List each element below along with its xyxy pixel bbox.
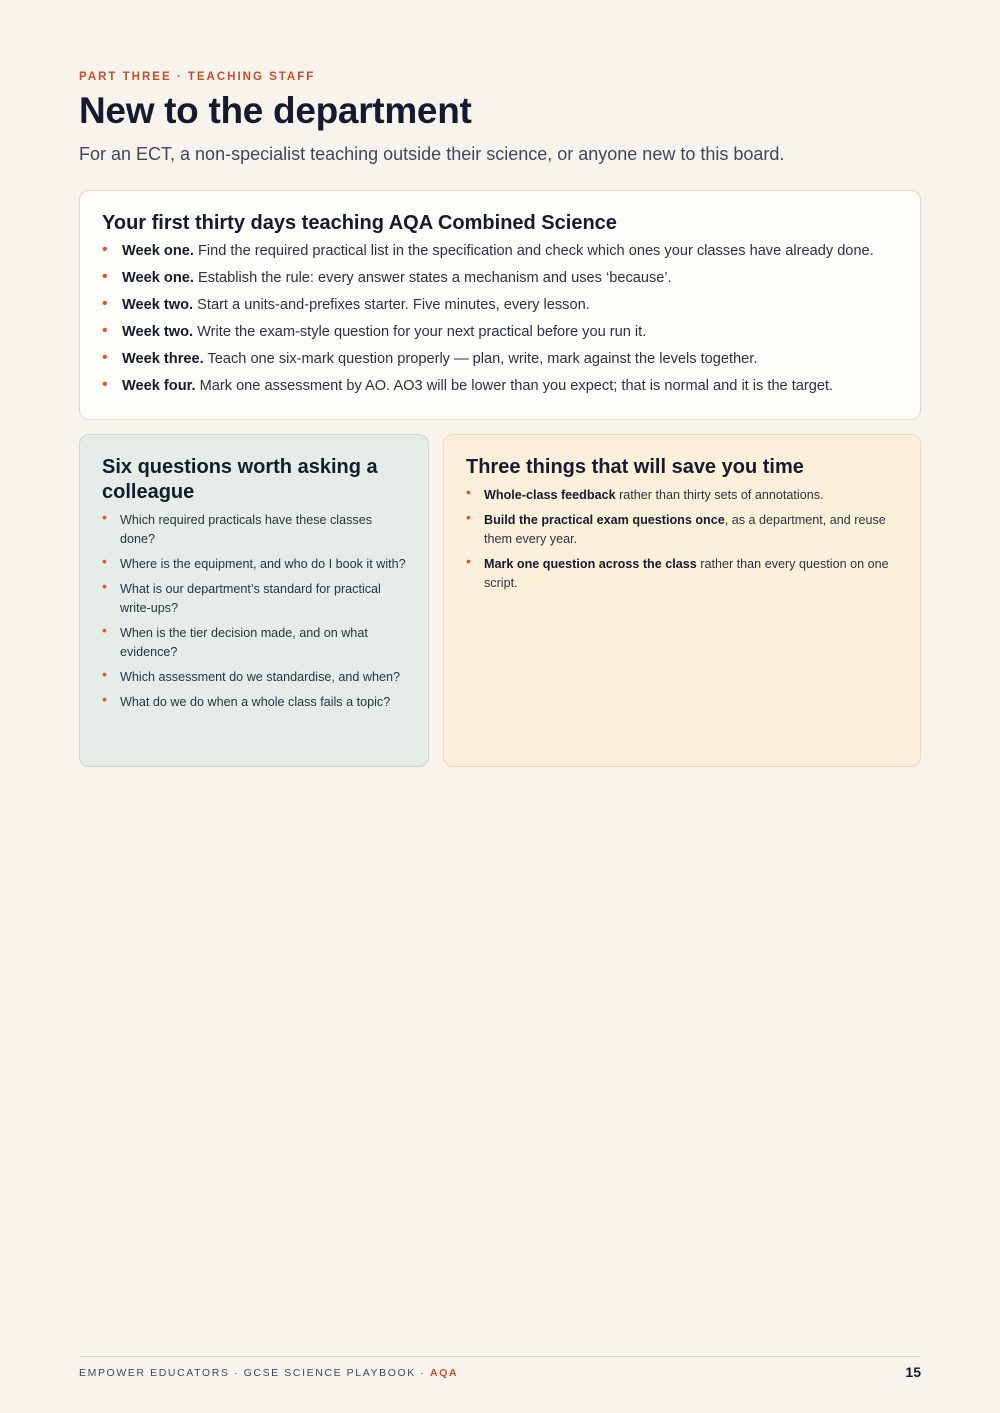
bullet-icon: •: [102, 268, 108, 285]
bullet-icon: •: [102, 322, 108, 339]
bullet-icon: •: [102, 509, 107, 525]
item-text: rather than thirty sets of annotations.: [615, 488, 824, 502]
bullet-icon: •: [102, 553, 107, 569]
item-text: Find the required practical list in the specification and check which ones your classes have already done.: [193, 243, 874, 259]
page-subtitle: For an ECT, a non-specialist teaching outside their science, or anyone new to this board.: [79, 144, 785, 164]
list-item: [102, 350, 898, 369]
item-text: Which assessment do we standardise, and when?: [120, 670, 401, 684]
item-lead: Week three.: [122, 351, 204, 367]
item-text: Start a units-and-prefixes starter. Five minutes, every lesson.: [193, 297, 590, 313]
bullet-icon: •: [466, 553, 471, 569]
bullet-icon: •: [102, 376, 108, 393]
save-time-list: [466, 486, 898, 593]
list-item: [102, 511, 406, 549]
list-item: [102, 668, 406, 687]
bullet-icon: •: [466, 484, 471, 500]
first-thirty-days-card: [79, 190, 921, 420]
list-item: [466, 511, 898, 549]
item-lead: Week two.: [122, 297, 194, 313]
list-item: [102, 296, 898, 315]
item-text: Teach one six-mark question properly — plan, write, mark against the levels together.: [203, 351, 758, 367]
item-text: What do we do when a whole class fails a topic?: [120, 695, 391, 709]
item-text: Mark one assessment by AO. AO3 will be lower than you expect; that is normal and it is the target.: [195, 378, 834, 394]
footer-label: EMPOWER EDUCATORS · GCSE SCIENCE PLAYBOOK ·: [79, 1367, 431, 1379]
item-text: , as a department, and reuse them every year.: [484, 513, 886, 546]
footer-divider: [79, 1356, 921, 1357]
list-item: [102, 269, 898, 288]
item-lead: Whole-class feedback: [484, 488, 616, 502]
save-time-heading: Three things that will save you time: [466, 456, 804, 478]
list-item: [102, 624, 406, 662]
list-item: [466, 486, 898, 505]
item-lead: Build the practical exam questions once: [484, 513, 725, 527]
bullet-icon: •: [102, 691, 107, 707]
page-number: 15: [905, 1364, 921, 1380]
item-text: Write the exam-style question for your next practical before you run it.: [193, 324, 647, 340]
page: [79, 0, 921, 1413]
list-item: [102, 555, 406, 574]
item-text: Where is the equipment, and who do I book it with?: [120, 557, 406, 571]
list-item: [102, 580, 406, 618]
list-item: [102, 242, 898, 261]
item-text: Which required practicals have these classes done?: [120, 513, 372, 546]
item-text: rather than every question on one script.: [484, 557, 889, 590]
list-item: [102, 693, 406, 712]
page-title: New to the department: [79, 90, 472, 131]
item-lead: Week four.: [122, 378, 196, 394]
list-item: [466, 555, 898, 593]
item-lead: Mark one question across the class: [484, 557, 697, 571]
section-eyebrow: PART THREE · TEACHING STAFF: [79, 71, 316, 83]
save-time-card: [443, 434, 921, 767]
item-text: When is the tier decision made, and on what evidence?: [120, 626, 368, 659]
six-questions-heading: Six questions worth asking a colleague: [102, 456, 378, 503]
footer-board: AQA: [430, 1367, 459, 1379]
six-questions-list: [102, 511, 406, 712]
bullet-icon: •: [102, 666, 107, 682]
bullet-icon: •: [102, 241, 108, 258]
bullet-icon: •: [102, 349, 108, 366]
first-thirty-days-list: [102, 242, 898, 396]
footer-text: [79, 1367, 458, 1379]
first-thirty-days-heading: Your first thirty days teaching AQA Combined Science: [102, 212, 617, 234]
bullet-icon: •: [102, 578, 107, 594]
item-text: Establish the rule: every answer states a mechanism and uses ‘because’.: [193, 270, 672, 286]
list-item: [102, 323, 898, 342]
item-lead: Week one.: [122, 270, 194, 286]
item-lead: Week one.: [122, 243, 194, 259]
six-questions-card: [79, 434, 429, 767]
bullet-icon: •: [102, 622, 107, 638]
item-text: What is our department’s standard for practical write-ups?: [120, 582, 381, 615]
bullet-icon: •: [466, 509, 471, 525]
list-item: [102, 377, 898, 396]
bullet-icon: •: [102, 295, 108, 312]
item-lead: Week two.: [122, 324, 194, 340]
